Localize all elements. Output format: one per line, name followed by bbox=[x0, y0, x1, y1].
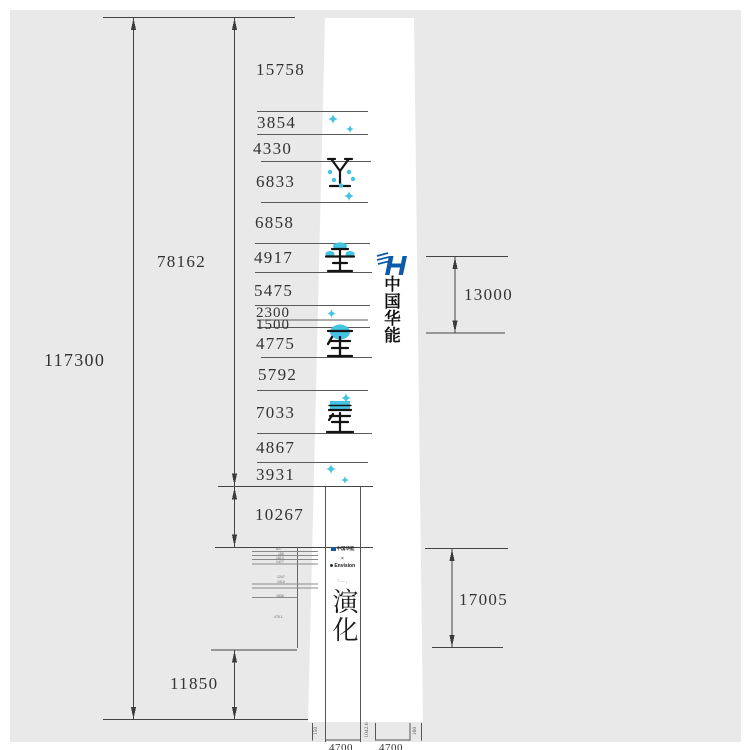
sparkle-icon bbox=[341, 393, 351, 403]
dim-segment: 5475 bbox=[254, 281, 294, 300]
dim-base: 11850 bbox=[170, 674, 219, 693]
sparkle-icon bbox=[327, 309, 336, 318]
dim-pedestal-band: 17005 bbox=[459, 590, 508, 609]
dim-segment: 3854 bbox=[257, 113, 297, 132]
dim-center: 1042.6 bbox=[364, 722, 370, 738]
sparkle-icon bbox=[341, 476, 349, 484]
huaneng-logo-icon bbox=[376, 249, 410, 277]
annotation-mark: 1836 bbox=[276, 593, 284, 598]
dim-segment: 5792 bbox=[258, 365, 298, 384]
partner-label: Envision bbox=[334, 562, 356, 569]
pedestal-caption-row bbox=[326, 579, 359, 585]
dim-segment: 15758 bbox=[256, 60, 305, 79]
sparkle-icon bbox=[328, 114, 338, 124]
dim-pedestal-top: 10267 bbox=[255, 505, 304, 524]
bud-glyph bbox=[324, 320, 356, 360]
dim-edge-left: 150 bbox=[313, 726, 319, 736]
annotation-mark: 159 bbox=[278, 551, 284, 556]
envision-logo-icon bbox=[330, 564, 334, 568]
dim-width-left: 4700 bbox=[329, 742, 353, 750]
dim-logo-band: 13000 bbox=[464, 285, 513, 304]
sparkle-icon bbox=[344, 191, 354, 201]
annotation-mark: 1910 bbox=[277, 580, 285, 584]
dim-segment: 4775 bbox=[256, 334, 296, 353]
sparkle-icon bbox=[326, 464, 336, 474]
dim-segment: 6858 bbox=[255, 213, 295, 232]
huaneng-mini-logo-icon bbox=[331, 547, 336, 551]
annotation-footnote: 475.1 bbox=[274, 615, 283, 619]
pedestal-brand-row bbox=[326, 546, 359, 552]
dim-overall: 117300 bbox=[44, 350, 106, 370]
plant-glyph bbox=[322, 240, 358, 276]
annotation-mark: 1810 bbox=[276, 555, 284, 560]
star-glyph bbox=[324, 398, 356, 436]
annotation-mark: 1247 bbox=[277, 574, 285, 579]
cross-symbol: × bbox=[341, 556, 344, 562]
dim-segment: 4330 bbox=[253, 139, 293, 158]
pedestal-partner-row bbox=[326, 563, 359, 569]
dim-segment: 6833 bbox=[256, 172, 296, 191]
dim-segment: 3931 bbox=[256, 465, 296, 484]
artwork-title-seal-script: 演化 bbox=[332, 588, 359, 646]
pedestal-brand-label: 中国华能 bbox=[336, 545, 355, 551]
dim-segment: 1500 bbox=[256, 317, 290, 333]
annotation-mark: 1477 bbox=[276, 560, 284, 564]
dim-segment: 7033 bbox=[256, 403, 296, 422]
annotation-mark: 627 bbox=[276, 547, 282, 551]
dim-upper-shaft: 78162 bbox=[157, 252, 206, 271]
dim-segment: 4917 bbox=[254, 248, 294, 267]
dim-segment: 2300 bbox=[256, 305, 290, 321]
brand-name-vertical: 中国华能 bbox=[384, 275, 401, 345]
dim-width-right: 4700 bbox=[379, 742, 403, 750]
pedestal-cross-row bbox=[326, 556, 359, 562]
dim-segment: 4867 bbox=[256, 438, 296, 457]
pedestal-caption: 「····」 bbox=[335, 579, 350, 584]
dim-edge-right: 160 bbox=[412, 726, 418, 736]
sparkle-icon bbox=[346, 125, 354, 133]
